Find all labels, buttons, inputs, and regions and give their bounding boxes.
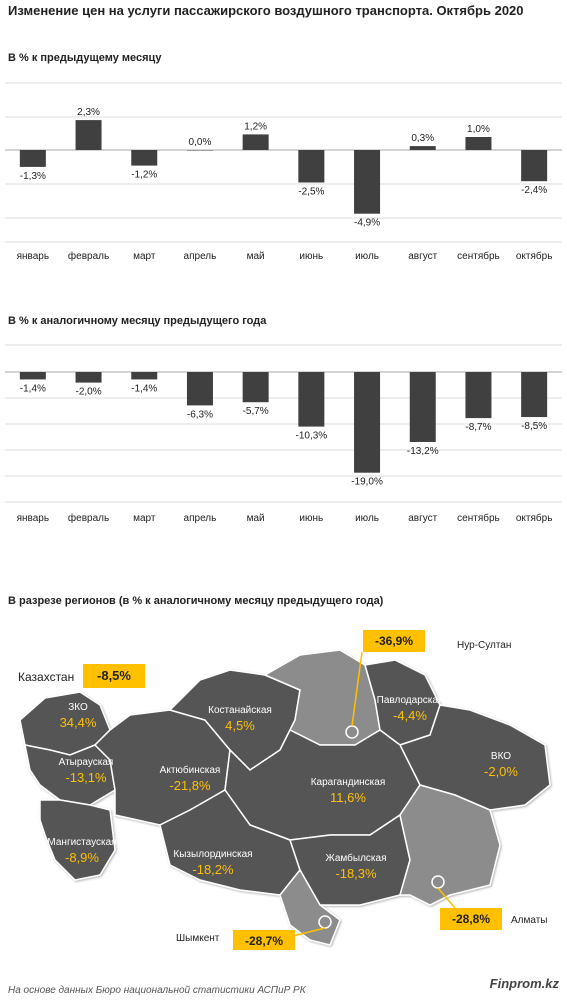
bar-апрель: [187, 150, 213, 151]
bar-value-label: 0,0%: [188, 137, 212, 148]
region-value-label: -2,0%: [484, 764, 518, 779]
city-name-label: Нур-Султан: [457, 640, 512, 651]
category-label: январь: [16, 513, 50, 524]
bar-февраль: [76, 372, 102, 383]
bar-май: [243, 134, 269, 150]
category-label: февраль: [67, 513, 110, 524]
category-label: сентябрь: [457, 251, 500, 262]
category-label: январь: [16, 251, 50, 262]
region-value-label: -18,3%: [335, 866, 377, 881]
bar-август: [410, 372, 436, 442]
bar-октябрь: [521, 372, 547, 417]
region-name-label: Актюбинская: [159, 765, 221, 776]
bar-июль: [354, 372, 380, 473]
city-value-label: -28,7%: [244, 934, 284, 948]
bar-value-label: -1,2%: [131, 169, 158, 181]
bar-март: [131, 150, 157, 166]
category-label: март: [133, 513, 156, 524]
bar-сентябрь: [465, 372, 491, 418]
region-name-label: Мангистауская: [47, 837, 117, 848]
region-value-label: -21,8%: [169, 778, 211, 793]
bar-январь: [20, 372, 46, 379]
bar-value-label: 1,0%: [467, 124, 490, 135]
region-name-label: ВКО: [490, 751, 512, 762]
region-name-label: Павлодарская: [376, 695, 444, 706]
bar-value-label: -4,9%: [353, 217, 381, 229]
category-label: июль: [355, 513, 380, 524]
bar-май: [243, 372, 269, 402]
category-label: июнь: [299, 251, 324, 262]
category-label: март: [133, 251, 156, 262]
category-label: август: [408, 513, 438, 524]
bar-value-label: -2,5%: [298, 186, 325, 198]
category-label: август: [408, 251, 438, 262]
category-label: октябрь: [515, 513, 553, 524]
footer-source: На основе данных Бюро национальной статистики АСПиР РК: [8, 985, 306, 996]
region-name-label: Жамбылская: [325, 853, 387, 864]
city-name-label: Шымкент: [176, 933, 220, 944]
bar-value-label: -1,4%: [19, 383, 46, 395]
bar-value-label: -8,7%: [465, 422, 492, 434]
category-label: апрель: [183, 251, 217, 262]
bar-value-label: -19,0%: [351, 476, 383, 488]
category-label: июнь: [299, 513, 324, 524]
region-value-label: -8,9%: [65, 850, 99, 865]
region-value-label: 4,5%: [225, 718, 255, 733]
bar-июнь: [298, 150, 324, 183]
bar-январь: [20, 150, 46, 167]
bar-value-label: -8,5%: [521, 421, 548, 433]
chart2-title: В % к аналогичному месяцу предыдущего года: [8, 315, 267, 327]
bar-март: [131, 372, 157, 379]
category-label: апрель: [183, 513, 217, 524]
chart-mom: [0, 70, 567, 280]
map-title: В разрезе регионов (в % к аналогичному месяцу предыдущего года): [8, 595, 384, 607]
bar-июнь: [298, 372, 324, 427]
region-name-label: Кызылординская: [173, 849, 253, 860]
page-title: Изменение цен на услуги пассажирского воздушного транспорта. Октябрь 2020: [8, 3, 524, 18]
bar-value-label: -2,4%: [521, 185, 548, 197]
city-value-label: -28,8%: [451, 912, 491, 926]
bar-октябрь: [521, 150, 547, 181]
bar-value-label: -13,2%: [406, 445, 439, 457]
city-value-label: -36,9%: [374, 634, 414, 648]
country-value-badge: -8,5%: [83, 664, 145, 688]
region-name-label: Карагандинская: [310, 777, 386, 788]
region-value-label: -4,4%: [393, 708, 427, 723]
category-label: сентябрь: [457, 513, 500, 524]
category-label: май: [246, 251, 265, 262]
bar-value-label: -1,3%: [19, 170, 46, 182]
bar-value-label: -1,4%: [131, 383, 158, 395]
region-name-label: Костанайская: [208, 705, 272, 716]
category-label: октябрь: [515, 251, 553, 262]
bar-июль: [354, 150, 380, 214]
city-name-label: Алматы: [511, 915, 548, 926]
map-shapes: [20, 650, 550, 945]
bar-апрель: [187, 372, 213, 405]
bar-value-label: -2,0%: [75, 386, 102, 398]
category-label: май: [246, 513, 265, 524]
brand-logo: Finprom.kz: [489, 976, 559, 991]
region-name-label: ЗКО: [68, 702, 88, 713]
category-label: февраль: [67, 251, 110, 262]
bar-value-label: -10,3%: [295, 430, 328, 442]
region-value-label: -18,2%: [192, 862, 234, 877]
bar-value-label: 2,3%: [77, 107, 100, 119]
chart-yoy: [0, 335, 567, 535]
bar-value-label: 0,3%: [411, 133, 435, 145]
region-value-label: -13,1%: [65, 770, 107, 785]
bar-value-label: -5,7%: [242, 406, 269, 418]
bar-февраль: [76, 120, 102, 150]
region-name-label: Атырауская: [58, 757, 114, 768]
region-value-label: 34,4%: [59, 715, 97, 730]
category-label: июль: [355, 251, 380, 262]
bar-value-label: -6,3%: [186, 409, 214, 421]
bar-август: [410, 146, 436, 150]
country-label: Казахстан: [18, 670, 75, 684]
region-value-label: 11,6%: [330, 790, 366, 805]
bar-сентябрь: [465, 137, 491, 150]
chart1-title: В % к предыдущему месяцу: [8, 52, 162, 64]
bar-value-label: 1,2%: [244, 121, 268, 133]
